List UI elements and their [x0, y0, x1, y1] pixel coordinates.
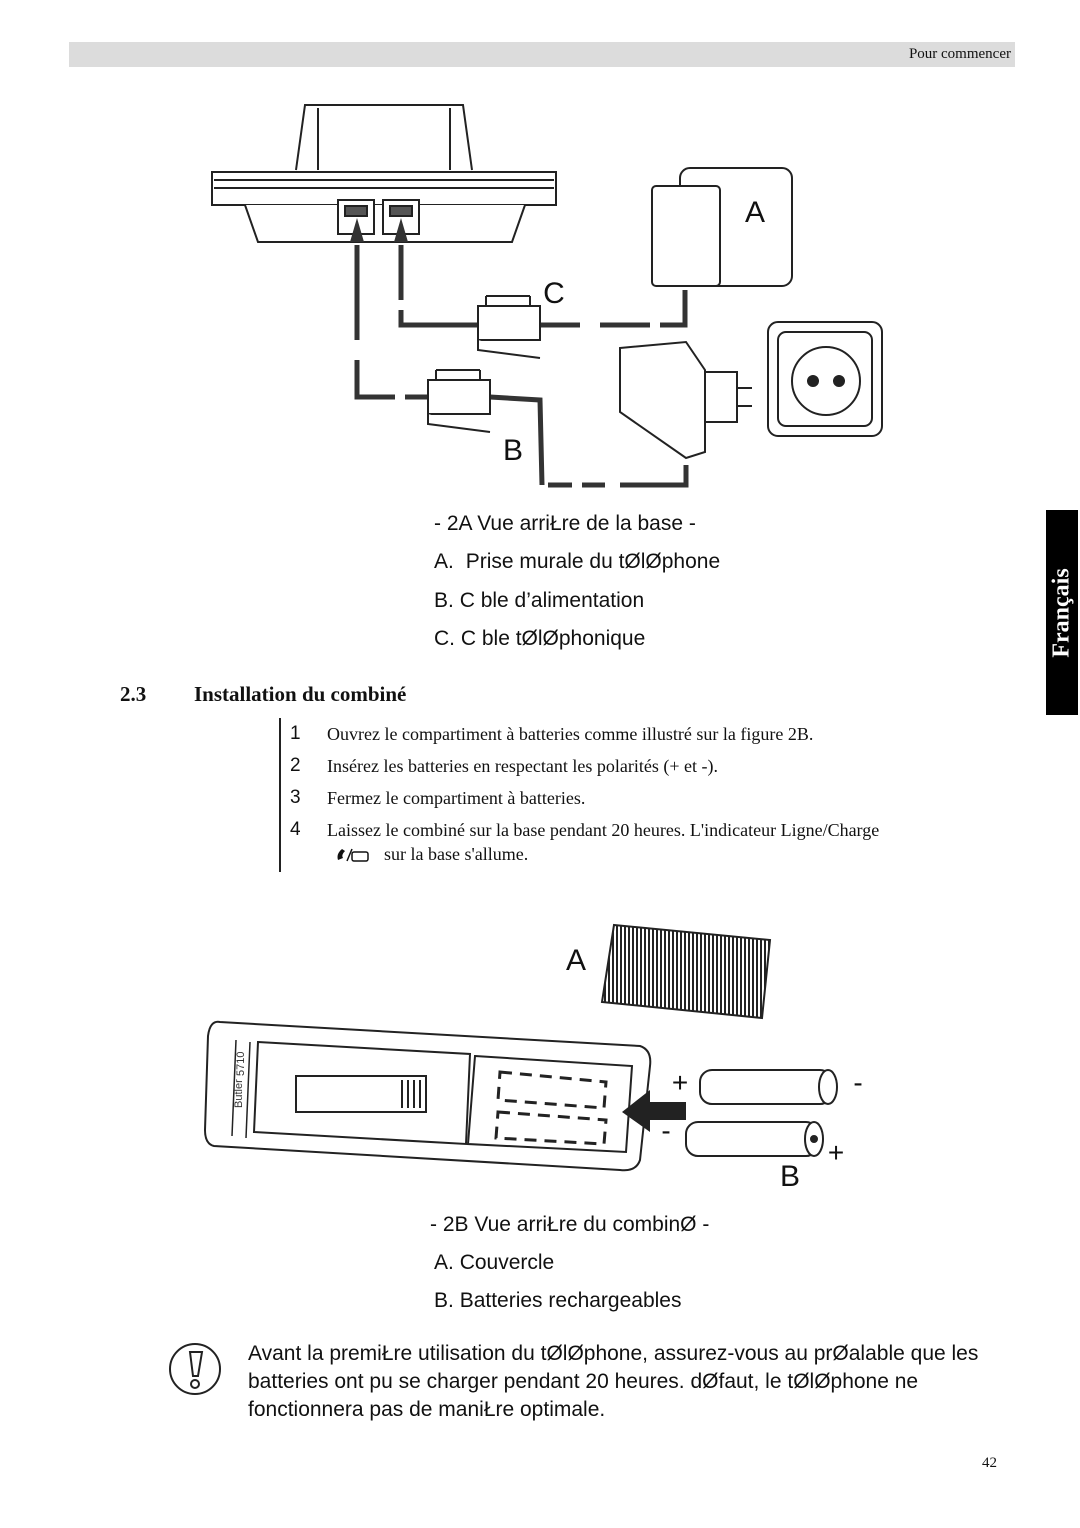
step-number: 4 — [290, 819, 301, 840]
exclamation-icon — [168, 1342, 222, 1396]
figure-2a-label-b: B — [502, 434, 524, 467]
figure-2b-label-b: B — [779, 1160, 801, 1193]
item-letter: A. — [434, 550, 454, 573]
handset-brand-label: Butler — [233, 1079, 245, 1108]
note-line: Avant la premiŁre utilisation du tØlØphone, assurez-vous au prØalable que les — [248, 1342, 979, 1365]
step-text: Laissez le combiné sur la base pendant 20 heures. L'indicateur Ligne/Charge — [327, 820, 880, 840]
figure-2a-label-c: C — [543, 277, 565, 310]
note-warning — [248, 1340, 1058, 1424]
step-text-continued: sur la base s'allume. — [384, 844, 529, 864]
power-adapter — [620, 342, 752, 458]
item-letter: B. — [434, 589, 454, 612]
figure-2a-item-c — [434, 627, 645, 651]
language-tab-label: Français — [1048, 567, 1075, 658]
telephone-plug-b — [428, 370, 490, 432]
power-socket — [768, 322, 882, 436]
handset-model-label: 5710 — [235, 1051, 247, 1076]
step-text: Insérez les batteries en respectant les polarités (+ et -). — [327, 756, 718, 776]
step-number: 2 — [290, 755, 301, 776]
item-letter: C. — [434, 627, 455, 650]
step-text: Ouvrez le compartiment à batteries comme illustré sur la figure 2B. — [327, 724, 814, 744]
language-tab — [1046, 510, 1078, 715]
header-section-title: Pour commencer — [908, 46, 1011, 62]
figure-2b-caption-title: - 2B Vue arriŁre du combinØ - — [430, 1213, 710, 1236]
figure-2a-caption-title: - 2A Vue arriŁre de la base - — [434, 512, 696, 535]
battery-1-minus-label: - — [853, 1067, 863, 1098]
figure-2a-label-a: A — [744, 196, 766, 229]
battery-2 — [686, 1122, 823, 1156]
line-charge-indicator-icon — [334, 846, 370, 864]
base-station-drawing — [212, 105, 556, 242]
wall-jack-a — [652, 168, 792, 286]
figure-2a-item-a — [434, 550, 720, 574]
section-title: Installation du combiné — [194, 682, 407, 706]
figure-2a-base-diagram — [0, 0, 1080, 520]
step-text: Fermez le compartiment à batteries. — [327, 788, 586, 808]
handset-back — [205, 1022, 650, 1171]
battery-1 — [700, 1070, 837, 1104]
figure-2b-handset-diagram — [0, 900, 1080, 1210]
battery-2-plus-label: + — [827, 1137, 845, 1168]
page-number: 42 — [982, 1455, 997, 1471]
item-text: Prise murale du tØlØphone — [465, 550, 721, 573]
note-line: fonctionnera pas de maniŁre optimale. — [248, 1398, 606, 1421]
steps-rule — [279, 718, 281, 872]
battery-1-plus-label: + — [671, 1067, 689, 1098]
item-text: C ble tØlØphonique — [460, 627, 646, 650]
section-heading — [120, 682, 406, 707]
item-text: Batteries rechargeables — [459, 1289, 682, 1312]
note-line: batteries ont pu se charger pendant 20 heures. dØfaut, le tØlØphone ne — [248, 1370, 919, 1393]
battery-cover — [602, 925, 770, 1018]
battery-2-minus-label: - — [661, 1115, 671, 1146]
item-text: C ble d’alimentation — [459, 589, 645, 612]
figure-2b-item-a — [434, 1251, 554, 1275]
item-letter: B. — [434, 1289, 454, 1312]
section-number: 2.3 — [120, 682, 147, 706]
figure-2b-item-b — [434, 1289, 681, 1313]
figure-2b-label-a: A — [565, 944, 587, 977]
item-text: Couvercle — [459, 1251, 555, 1274]
item-letter: A. — [434, 1251, 454, 1274]
step-number: 3 — [290, 787, 301, 808]
figure-2a-item-b — [434, 589, 644, 613]
step-number: 1 — [290, 723, 301, 744]
telephone-plug-c — [478, 296, 540, 358]
